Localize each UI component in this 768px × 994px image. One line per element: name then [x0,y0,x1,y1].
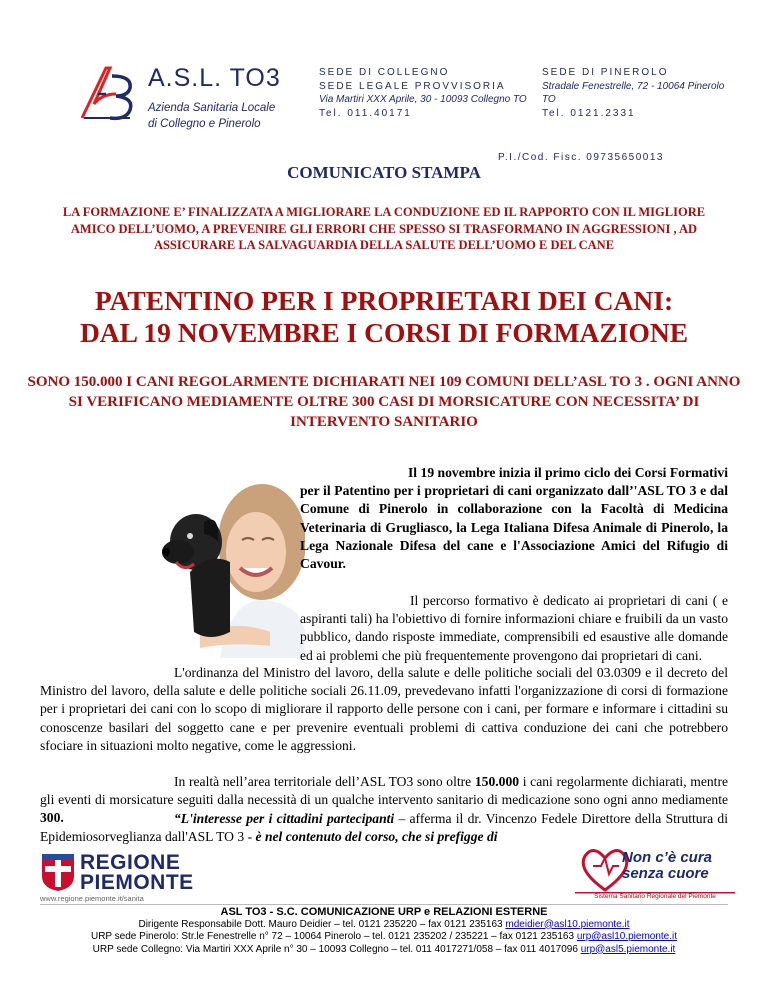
email-link-deidier[interactable]: mdeidier@asl10.piemonte.it [505,918,630,930]
statistiche-cani-count: 150.000 [474,774,520,789]
statistiche-text-a: In realtà nell’area territoriale dell’ASL TO3 sono oltre [174,774,475,789]
footer-org: ASL TO3 - S.C. COMUNICAZIONE URP e RELAZIONI ESTERNE [220,906,548,918]
sede-collegno-address: Via Martiri XXX Aprile, 30 - 10093 Collegno TO [319,94,527,105]
regione-name [80,853,194,893]
intro-text: Il 19 novembre inizia il primo ciclo dei Corsi Formativi per il Patentino per i proprietari di cani organizzato dall’'ASL TO 3 e dal Comune di Pinerolo in collaborazione con la Facoltà di Medicina Veterinaria di Grugliasco, la Lega Italiana Difesa Animale di Pinerolo, la Lega Nazionale Difesa del cane e l'Associazione Amici del Rifugio di Cavour. [300,465,728,572]
paragraph-quote [40,810,728,846]
paragraph-ordinanza-text: L'ordinanza del Ministro del lavoro, della salute e delle politiche sociali del 03.0309 e il decreto del Ministro del lavoro, della salute e delle politiche sociali 26.11.09, prevedevano infatti l'organizzazione di corsi di formazione per i proprietari dei cani con lo scopo di migliorare il rapporto delle persone con i cani, per formare e informare i cittadini su conoscenze basilari del soggetto cane e per prevenire eventuali problemi di cattiva conduzione dei cani che potrebbero sfociare in situazioni molto negative, come le aggressioni. [40,665,728,753]
cuore-slogan [622,850,712,882]
regione-line2: PIEMONTE [80,871,194,894]
paragraph-percorso-text: Il percorso formativo è dedicato ai proprietari di cani ( e aspiranti tali) ha l'obiettivo di fornire informazioni chiare e fruibili da un vasto pubblico, dando risposte immediate, comprensibili ed esaustive alle domande ed ai problemi che più frequentemente provengono dai proprietari di cani. [300,593,728,663]
footer-contacts [0,906,768,956]
regione-url[interactable]: www.regione.piemonte.it/sanita [40,894,144,903]
footer-line2-text: URP sede Pinerolo: Str.le Fenestrelle n° 72 – 10064 Pinerolo – tel. 0121 235202 / 235221 – fax 0121 235163 [90,931,577,942]
paragraph-ordinanza [40,664,728,755]
subheading: LA FORMAZIONE E’ FINALIZZATA A MIGLIORARE LA CONDUZIONE ED IL RAPPORTO CON IL MIGLIORE AMICO DELL’UOMO, A PREVENIRE GLI ERRORI CHE SPESSO SI TRASFORMANO IN AGGRESSIONI , AD ASSICURARE LA SALVAGUARDIA DELLA SALUTE DELL’UOMO E DEL CANE [62,205,706,252]
quote-continuation: è nel contenuto del corso, che si prefigge di [255,829,498,845]
sede-pinerolo [542,66,740,120]
regione-piemonte-logo [40,850,194,898]
sede-pinerolo-title: SEDE DI PINEROLO [542,67,669,78]
cuore-slogan-line2: senza cuore [622,865,709,882]
woman-with-dog-photo [160,482,305,658]
sede-pinerolo-tel: Tel. 0121.2331 [542,107,636,119]
statistiche-text-b: i cani regolarmente dichiarati, mentre gli eventi di morsicature seguiti dalla necessità di un qualche intervento sanitario di medicazione sono ogni anno mediamente [40,774,728,808]
footer-line3 [0,944,768,957]
footer-line3-text: URP sede Collegno: Via Martiri XXX Aprile n° 30 – 10093 Collegno – tel. 011 4017271/058 – fax 011 4017096 [92,943,581,955]
regione-line1: REGIONE [80,851,181,874]
org-name: A.S.L. TO3 [148,64,281,92]
regione-shield-icon [40,852,76,892]
footer-line2 [0,931,768,944]
main-title-line2: DAL 19 NOVEMBRE I CORSI DI FORMAZIONE [79,317,689,348]
intro-paragraph [300,464,728,573]
footer-divider [40,904,728,905]
sede-pinerolo-address: Stradale Fenestrelle, 72 - 10064 Pinerolo TO [542,80,725,105]
org-subtitle-line2: di Collegno e Pinerolo [148,118,261,130]
cuore-slogan-line1: Non c’è cura [622,849,713,866]
sede-collegno-tel: Tel. 011.40171 [319,107,412,119]
secondary-heading: SONO 150.000 I CANI REGOLARMENTE DICHIARATI NEI 109 COMUNI DELL’ASL TO 3 . OGNI ANNO SI VERIFICANO MEDIAMENTE OLTRE 300 CASI DI MORSICATURE CON NECESSITA’ DI INTERVENTO SANITARIO [27,374,741,430]
asl-logo-icon [76,64,136,126]
cuore-caption: Sistema Sanitario Regionale del Piemonte [594,893,716,900]
main-title-line1: PATENTINO PER I PROPRIETARI DEI CANI: [94,285,674,316]
comunicato-stampa-heading: COMUNICATO STAMPA [287,163,481,182]
partita-iva: P.I./Cod. Fisc. 09735650013 [498,152,664,163]
email-link-urp-pinerolo[interactable]: urp@asl10.piemonte.it [576,931,678,942]
sede-collegno-title: SEDE DI COLLEGNO [319,67,450,78]
quote-lead: “L'interesse per i cittadini partecipanti [174,811,395,826]
email-link-urp-collegno[interactable]: urp@asl5.piemonte.it [580,943,676,955]
quote-attribution: – afferma il dr. Vincenzo Fedele Direttore della Struttura di Epidemiosorveglianza dall'ASL TO 3 - [40,811,728,845]
org-subtitle-line1: Azienda Sanitaria Locale [148,102,276,114]
main-title [0,285,768,349]
paragraph-percorso [300,592,728,665]
footer-line1 [0,919,768,932]
letterhead [68,58,740,166]
statistiche-morsi-count: 300. [40,810,64,826]
sede-legale-label: SEDE LEGALE PROVVISORIA [319,80,506,92]
org-subtitle [148,100,275,132]
sede-collegno [319,66,527,120]
footer-line1-text: Dirigente Responsabile Dott. Mauro Deidier – tel. 0121 235220 – fax 0121 235163 [138,918,506,930]
